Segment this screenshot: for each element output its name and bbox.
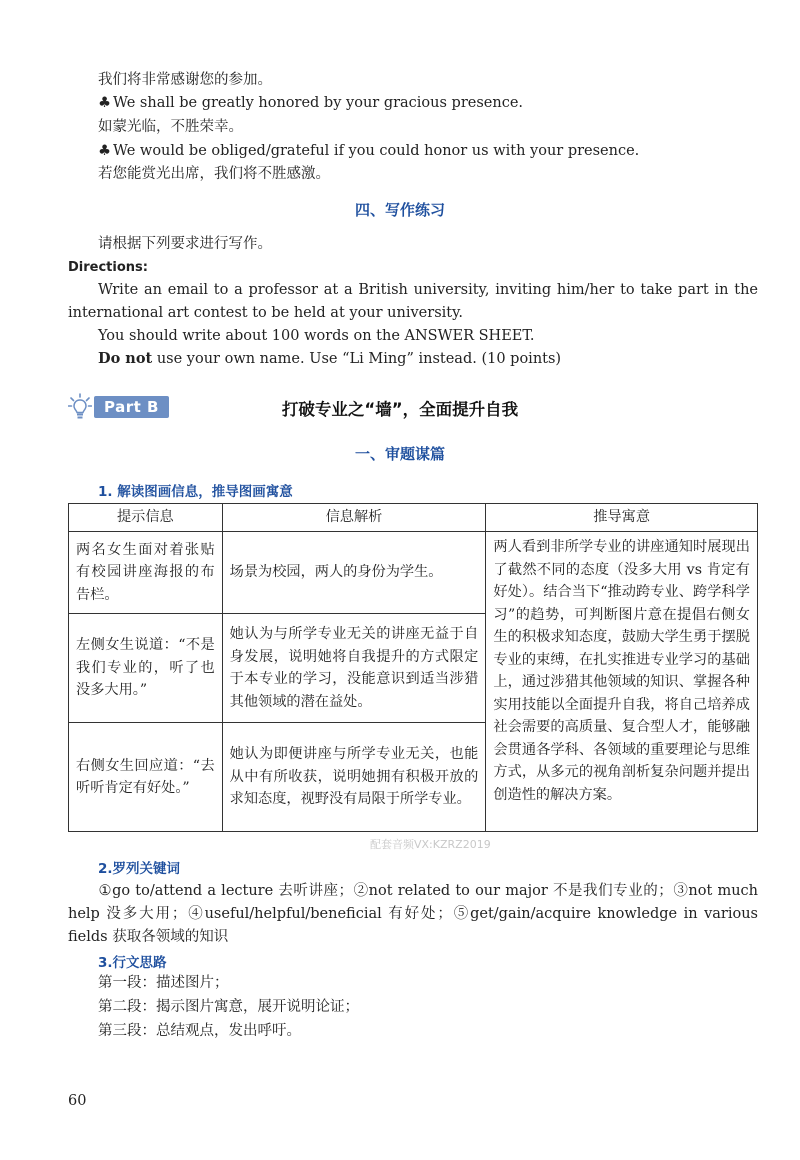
column-header: 提示信息 [69, 504, 223, 532]
hint-cell: 两名女生面对着张贴有校园讲座海报的布告栏。 [69, 532, 223, 614]
hint-cell: 左侧女生说道：“不是我们专业的，听了也没多大用。” [69, 614, 223, 723]
column-header: 信息解析 [222, 504, 486, 532]
table-header-row [69, 504, 758, 532]
keywords-text: ①go to/attend a lecture 去听讲座；②not related to our major 不是我们专业的；③not much help 没多大用；④useful/helpful/beneficial 有好处；⑤get/gain/acquire knowledge in various fields 获取各领域的知识 [68, 883, 758, 945]
part-b-label: Part B [94, 396, 169, 418]
chinese-line: 如蒙光临，不胜荣幸。 [98, 119, 243, 135]
outline-item: 第一段：描述图片； [98, 975, 229, 991]
outline-item: 第二段：揭示图片寓意，展开说明论证； [98, 999, 359, 1015]
name-requirement-text: use your own name. Use “Li Ming” instead. (10 points) [152, 351, 562, 367]
directions-body: Write an email to a professor at a British university, inviting him/her to take part in the international art contest to be held at your university. [68, 282, 758, 321]
analysis-cell: 她认为与所学专业无关的讲座无益于自身发展，说明她将自我提升的方式限定于本专业的学习，没能意识到适当涉猎其他领域的潜在益处。 [222, 614, 486, 723]
writing-section-title: 四、写作练习 [354, 201, 445, 219]
part-b-title: 打破专业之“墙”，全面提升自我 [281, 400, 519, 419]
subheading-2: 2.罗列关键词 [98, 861, 181, 877]
writing-instruction: 请根据下列要求进行写作。 [98, 236, 272, 252]
watermark: 配套音频VX:KZRZ2019 [370, 838, 491, 851]
subheading-1: 1. 解读图画信息，推导图画寓意 [98, 484, 293, 500]
club-example-line: ♣ We shall be greatly honored by your gracious presence. [98, 93, 523, 113]
analysis-cell: 她认为即便讲座与所学专业无关，也能从中有所收获，说明她拥有积极开放的求知态度，视野没有局限于所学专业。 [222, 723, 486, 832]
club-example-line: ♣ We would be obliged/grateful if you could honor us with your presence. [98, 141, 639, 161]
keywords-paragraph [68, 880, 758, 949]
column-header: 推导寓意 [486, 504, 758, 532]
outline-item: 第三段：总结观点，发出呼吁。 [98, 1023, 301, 1039]
do-not-label: Do not [98, 350, 153, 367]
subheading-3: 3.行文思路 [98, 955, 167, 971]
analysis-section-title: 一、审题谋篇 [354, 445, 445, 463]
table-row [69, 532, 758, 614]
directions-label: Directions: [68, 260, 148, 275]
page-number: 60 [68, 1093, 87, 1109]
chinese-line: 我们将非常感谢您的参加。 [98, 72, 272, 88]
directions-text [68, 279, 758, 325]
analysis-cell: 场景为校园，两人的身份为学生。 [222, 532, 486, 614]
meaning-cell: 两人看到非所学专业的讲座通知时展现出了截然不同的态度（没多大用 vs 肯定有好处）。结合当下“推动跨专业、跨学科学习”的趋势，可判断图片意在提倡右侧女生的积极求知态度，鼓励大学生勇于摆脱专业的束缚，在扎实推进专业学习的基础上，通过涉猎其他领域的知识、掌握各种实用技能以全面提升自我，将自己培养成社会需要的高质量、复合型人才，能够融会贯通各学科、各领域的重要理论与思维方式，从多元的视角剖析复杂问题并提出创造性的解决方案。 [486, 532, 758, 832]
analysis-table [68, 503, 758, 832]
hint-cell: 右侧女生回应道：“去听听肯定有好处。” [69, 723, 223, 832]
word-requirement: You should write about 100 words on the ANSWER SHEET. [98, 328, 535, 344]
chinese-line: 若您能赏光出席，我们将不胜感激。 [98, 166, 330, 182]
name-requirement [98, 349, 561, 369]
